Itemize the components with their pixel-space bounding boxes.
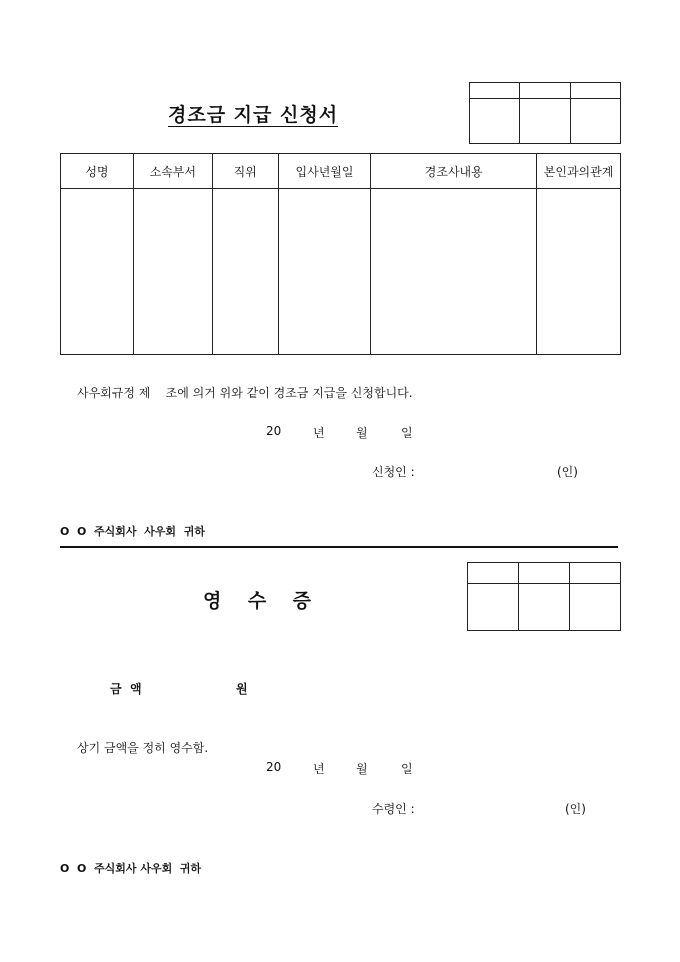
column-header-position: 직위: [212, 154, 278, 189]
column-header-relationship: 본인과의관계: [537, 154, 621, 189]
column-header-department: 소속부서: [133, 154, 212, 189]
receipt-addressee: O O 주식회사 사우회 귀하: [60, 862, 202, 875]
relationship-cell[interactable]: [537, 189, 621, 355]
date-day-label: 일: [401, 426, 413, 440]
amount-unit: 원: [236, 682, 248, 696]
declaration-text: 사우회규정 제 조에 의거 위와 같이 경조금 지급을 신청합니다.: [77, 386, 413, 400]
receipt-date-day-label: 일: [401, 762, 413, 776]
approval-sign-cell[interactable]: [570, 584, 621, 631]
approval-sign-cell[interactable]: [570, 99, 620, 144]
approval-header-cell: [519, 563, 570, 584]
receiver-seal: (인): [565, 802, 586, 816]
receipt-date-month-label: 월: [356, 762, 368, 776]
date-year-label: 년: [313, 426, 325, 440]
receipt-title: 영 수 증: [203, 590, 311, 612]
approval-sign-cell[interactable]: [470, 99, 520, 144]
approval-sign-cell[interactable]: [520, 99, 570, 144]
approval-box: [469, 82, 621, 144]
receipt-statement: 상기 금액을 정히 영수함.: [77, 741, 209, 755]
date-month-label: 월: [356, 426, 368, 440]
approval-header-cell: [468, 563, 519, 584]
application-table: [60, 153, 621, 355]
applicant-seal: (인): [557, 465, 578, 479]
application-addressee: O O 주식회사 사우회 귀하: [60, 525, 205, 538]
column-header-name: 성명: [61, 154, 134, 189]
amount-label: 금 액: [110, 682, 142, 696]
approval-header-cell: [470, 83, 520, 99]
department-cell[interactable]: [133, 189, 212, 355]
date-prefix: 20: [266, 424, 282, 438]
event-details-cell[interactable]: [371, 189, 537, 355]
application-title: 경조금 지급 신청서: [168, 104, 339, 126]
receiver-label: 수령인 :: [372, 802, 415, 816]
hire-date-cell[interactable]: [278, 189, 371, 355]
receipt-date-year-label: 년: [313, 762, 325, 776]
column-header-hire-date: 입사년월일: [278, 154, 371, 189]
receipt-approval-box: [467, 562, 621, 631]
approval-header-cell: [570, 563, 621, 584]
approval-sign-cell[interactable]: [519, 584, 570, 631]
receipt-date-prefix: 20: [266, 760, 282, 774]
approval-sign-cell[interactable]: [468, 584, 519, 631]
column-header-event-details: 경조사내용: [371, 154, 537, 189]
applicant-label: 신청인 :: [372, 465, 415, 479]
section-divider: [60, 546, 618, 548]
approval-header-cell: [570, 83, 620, 99]
approval-header-cell: [520, 83, 570, 99]
name-cell[interactable]: [61, 189, 134, 355]
position-cell[interactable]: [212, 189, 278, 355]
